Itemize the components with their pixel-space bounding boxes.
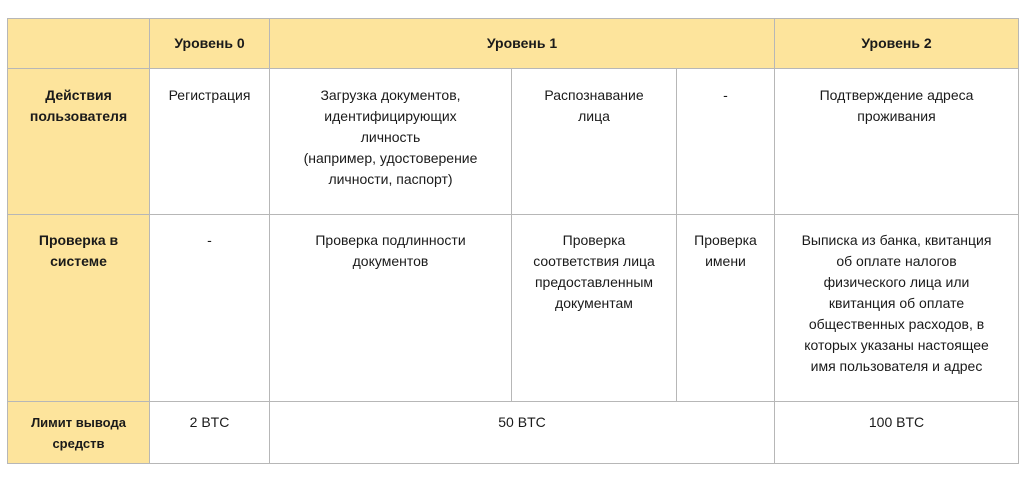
row-label-withdrawal-limit: Лимит вывода средств: [8, 402, 150, 464]
header-level-0: Уровень 0: [150, 19, 270, 69]
user-actions-row: [8, 69, 1019, 215]
cell-limit-level-2: 100 BTC: [775, 402, 1019, 464]
cell-actions-level-1-documents: Загрузка документов, идентифицирующих личность (например, удостоверение личности, паспорт): [270, 69, 512, 215]
kyc-levels-table: [7, 18, 1019, 464]
header-corner-cell: [8, 19, 150, 69]
cell-check-level-0: -: [150, 215, 270, 402]
cell-check-level-1-name: Проверка имени: [677, 215, 775, 402]
withdrawal-limit-row: [8, 402, 1019, 464]
cell-check-level-1-face: Проверка соответствия лица предоставленным документам: [512, 215, 677, 402]
header-level-1: Уровень 1: [270, 19, 775, 69]
cell-actions-level-1-face: Распознавание лица: [512, 69, 677, 215]
cell-check-level-1-documents: Проверка подлинности документов: [270, 215, 512, 402]
header-row: [8, 19, 1019, 69]
row-label-user-actions: Действия пользователя: [8, 69, 150, 215]
system-check-row: [8, 215, 1019, 402]
header-level-2: Уровень 2: [775, 19, 1019, 69]
cell-check-level-2: Выписка из банка, квитанция об оплате налогов физического лица или квитанция об оплате общественных расходов, в которых указаны настоящее имя пользователя и адрес: [775, 215, 1019, 402]
cell-limit-level-0: 2 BTC: [150, 402, 270, 464]
cell-actions-level-1-name: -: [677, 69, 775, 215]
cell-actions-level-2: Подтверждение адреса проживания: [775, 69, 1019, 215]
cell-actions-level-0: Регистрация: [150, 69, 270, 215]
cell-limit-level-1: 50 BTC: [270, 402, 775, 464]
row-label-system-check: Проверка в системе: [8, 215, 150, 402]
